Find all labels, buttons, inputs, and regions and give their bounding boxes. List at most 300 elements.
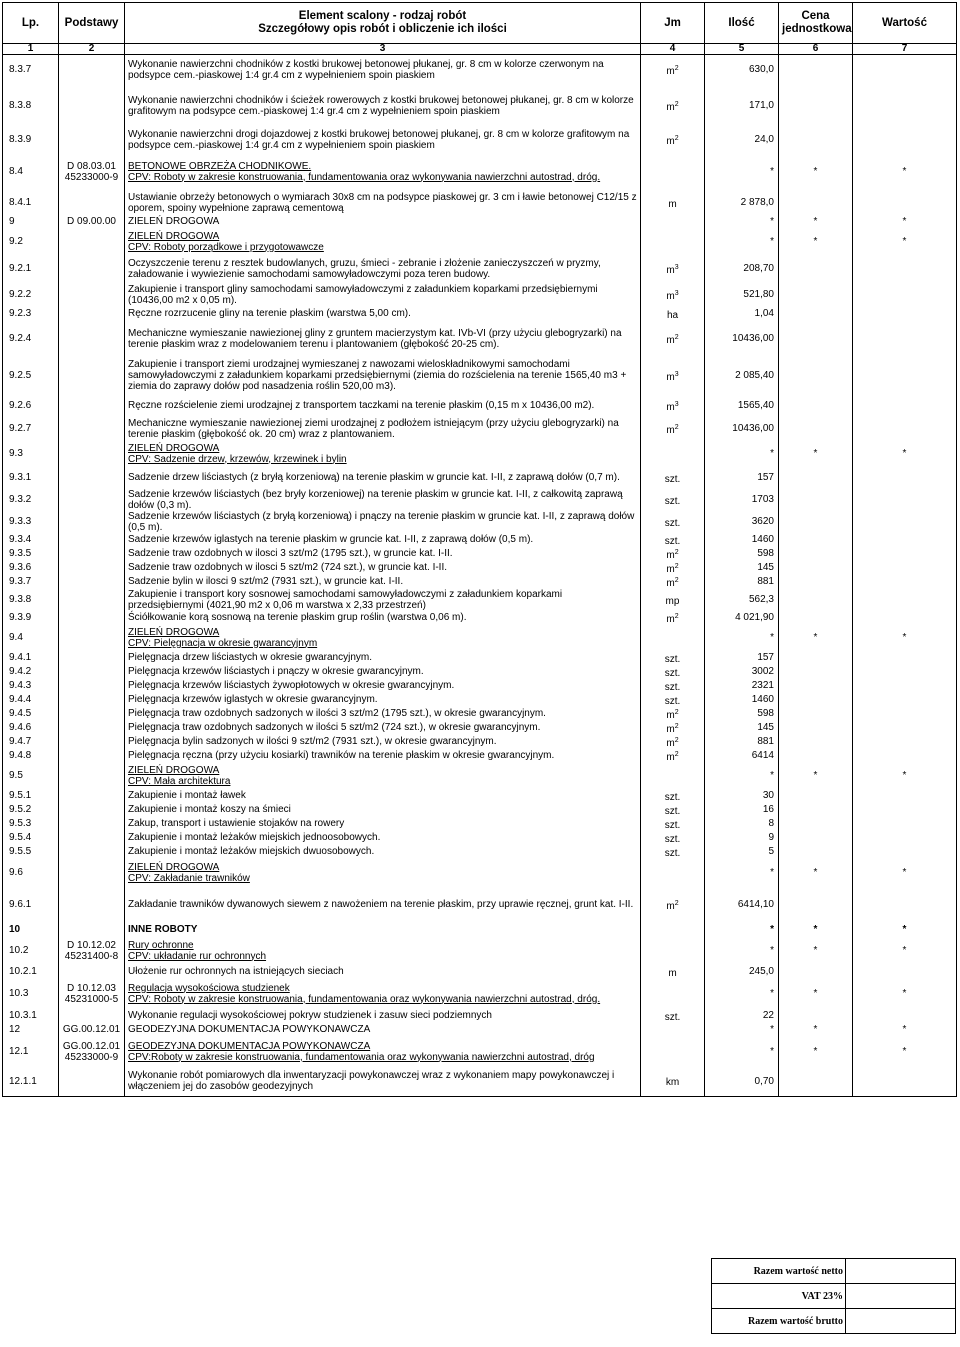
row-lp: 10 (3, 923, 59, 937)
unit-text: m (666, 264, 675, 276)
row-lp: 9.4.5 (3, 707, 59, 721)
row-quantity: 171,0 (705, 85, 779, 127)
section-title: ZIELEŃ DROGOWA (128, 861, 220, 873)
row-unit (641, 721, 705, 735)
row-value: * (853, 923, 957, 937)
row-description: Sadzenie krzewów liściastych (z bryłą korzeniową) i pnączy na terenie płaskim w gruncie kat. I-II, z zaprawą dołów (0,5 m). (125, 511, 641, 533)
row-unit-price (779, 693, 853, 707)
section-cpv: CPV: Zakładanie trawników (128, 872, 250, 884)
row-value (853, 817, 957, 831)
row-quantity: 245,0 (705, 965, 779, 979)
row-unit (641, 575, 705, 589)
row-description: Mechaniczne wymieszanie nawiezionej ziemi urodzajnej z podłożem istniejącym (przy użyciu glebogryzarki) na terenie płaskim (głębokość ok. 20 cm) wraz z plantowaniem. (125, 417, 641, 441)
row-value (853, 489, 957, 511)
row-description: Sadzenie traw ozdobnych w ilosci 3 szt/m2 (1795 szt.), w gruncie kat. I-II. (125, 547, 641, 561)
row-unit (641, 831, 705, 845)
row-quantity: * (705, 859, 779, 887)
unit-text: szt. (664, 791, 681, 803)
row-unit-price (779, 679, 853, 693)
row-unit (641, 789, 705, 803)
row-quantity: * (705, 923, 779, 937)
table-row (3, 817, 957, 831)
row-quantity: 10436,00 (705, 417, 779, 441)
row-quantity: * (705, 215, 779, 229)
unit-exponent: 2 (674, 612, 679, 620)
row-description (125, 937, 641, 965)
row-unit-price (779, 817, 853, 831)
unit-text: szt. (664, 667, 681, 679)
row-value (853, 965, 957, 979)
row-unit (641, 357, 705, 395)
section-cpv: CPV: Mała architektura (128, 775, 231, 787)
section-cpv: CPV: układanie rur ochronnych (128, 950, 267, 962)
row-podstawy (59, 307, 125, 321)
row-unit (641, 887, 705, 923)
row-podstawy (59, 283, 125, 307)
row-lp: 9.3.9 (3, 611, 59, 625)
row-lp: 9.2.6 (3, 395, 59, 417)
table-row (3, 789, 957, 803)
row-lp: 10.2.1 (3, 965, 59, 979)
unit-text: m (668, 198, 677, 210)
row-unit (641, 441, 705, 467)
section-cpv: CPV:Roboty w zakresie konstruowania, fundamentowania oraz wykonywania nawierzchni autostrad, dróg (128, 1051, 595, 1063)
row-unit-price (779, 85, 853, 127)
table-row (3, 417, 957, 441)
header-element-line2: Szczegółowy opis robót i obliczenie ich ilości (258, 23, 507, 35)
table-row (3, 321, 957, 357)
row-podstawy (59, 511, 125, 533)
row-quantity: 3620 (705, 511, 779, 533)
column-number: 1 (3, 44, 59, 55)
row-unit-price (779, 611, 853, 625)
row-value (853, 1067, 957, 1097)
row-unit-price (779, 1067, 853, 1097)
row-podstawy (59, 1009, 125, 1023)
section-title: Regulacja wysokościowa studzienek (128, 982, 290, 994)
row-description: Zakładanie trawników dywanowych siewem z nawożeniem na terenie płaskim, przy uprawie ręcznej, grunt kat. I-II. (125, 887, 641, 923)
row-value (853, 651, 957, 665)
row-value: * (853, 625, 957, 651)
unit-exponent: 2 (674, 423, 679, 431)
row-podstawy (59, 575, 125, 589)
row-unit (641, 229, 705, 255)
row-unit (641, 255, 705, 283)
table-row (3, 283, 957, 307)
row-description: Pielęgnacja bylin sadzonych w ilości 9 szt/m2 (7931 szt.), w okresie gwarancyjnym. (125, 735, 641, 749)
column-number: 3 (125, 44, 641, 55)
table-header (3, 3, 957, 44)
section-title: GEODEZYJNA DOKUMENTACJA POWYKONAWCZA (128, 1040, 371, 1052)
table-row (3, 735, 957, 749)
row-unit-price (779, 283, 853, 307)
row-description: Ściółkowanie korą sosnową na terenie płaskim grup roślin (warstwa 0,06 m). (125, 611, 641, 625)
row-lp: 9.4.4 (3, 693, 59, 707)
row-value: * (853, 1037, 957, 1067)
unit-text: m (666, 65, 675, 77)
unit-exponent: 2 (674, 333, 679, 341)
row-lp: 9.5.2 (3, 803, 59, 817)
row-description: Sadzenie traw ozdobnych w ilosci 5 szt/m2 (724 szt.), w gruncie kat. I-II. (125, 561, 641, 575)
table-row (3, 307, 957, 321)
row-unit (641, 321, 705, 357)
table-row (3, 127, 957, 153)
row-quantity: 1565,40 (705, 395, 779, 417)
row-quantity: 24,0 (705, 127, 779, 153)
table-row (3, 679, 957, 693)
row-description: Zakupienie i montaż leżaków miejskich jednoosobowych. (125, 831, 641, 845)
row-unit (641, 1023, 705, 1037)
row-podstawy (59, 395, 125, 417)
row-quantity: 1460 (705, 693, 779, 707)
row-quantity: 1703 (705, 489, 779, 511)
row-podstawy (59, 441, 125, 467)
row-unit (641, 489, 705, 511)
unit-text: m (666, 549, 675, 561)
row-unit-price (779, 589, 853, 611)
row-unit-price (779, 467, 853, 489)
row-description: Ręczne rozrzucenie gliny na terenie płaskim (warstwa 5,00 cm). (125, 307, 641, 321)
row-podstawy (59, 255, 125, 283)
row-quantity: 22 (705, 1009, 779, 1023)
unit-exponent: 3 (674, 370, 679, 378)
unit-text: m (666, 135, 675, 147)
row-value: * (853, 763, 957, 789)
row-podstawy (59, 533, 125, 547)
table-row (3, 215, 957, 229)
row-description: Zakupienie i montaż ławek (125, 789, 641, 803)
row-value (853, 887, 957, 923)
row-quantity: * (705, 441, 779, 467)
row-podstawy (59, 489, 125, 511)
row-lp: 8.3.8 (3, 85, 59, 127)
row-podstawy (59, 789, 125, 803)
row-quantity: 881 (705, 735, 779, 749)
row-unit-price (779, 307, 853, 321)
unit-text: m (666, 563, 675, 575)
row-unit (641, 817, 705, 831)
row-podstawy (59, 55, 125, 85)
row-podstawy (59, 357, 125, 395)
row-lp: 9.3.3 (3, 511, 59, 533)
row-quantity: 5 (705, 845, 779, 859)
table-row (3, 887, 957, 923)
row-podstawy (59, 923, 125, 937)
row-lp: 12.1.1 (3, 1067, 59, 1097)
row-lp: 9.2.2 (3, 283, 59, 307)
table-row (3, 749, 957, 763)
unit-text: szt. (664, 695, 681, 707)
table-row (3, 923, 957, 937)
row-podstawy (59, 589, 125, 611)
row-lp: 9.3.1 (3, 467, 59, 489)
column-number: 5 (705, 44, 779, 55)
unit-text: szt. (664, 819, 681, 831)
row-lp: 9.6.1 (3, 887, 59, 923)
row-value: * (853, 229, 957, 255)
row-quantity: * (705, 625, 779, 651)
row-description (125, 1037, 641, 1067)
row-value (853, 191, 957, 215)
row-value (853, 533, 957, 547)
table-row (3, 1037, 957, 1067)
row-podstawy (59, 611, 125, 625)
row-podstawy (59, 803, 125, 817)
row-podstawy (59, 321, 125, 357)
table-row (3, 229, 957, 255)
row-unit-price (779, 321, 853, 357)
row-unit (641, 215, 705, 229)
row-lp: 9.5.4 (3, 831, 59, 845)
row-unit (641, 803, 705, 817)
table-row (3, 55, 957, 85)
row-podstawy (59, 721, 125, 735)
row-unit-price (779, 707, 853, 721)
row-value: * (853, 153, 957, 191)
row-value (853, 707, 957, 721)
unit-exponent: 2 (674, 548, 679, 556)
row-lp: 9.3.7 (3, 575, 59, 589)
row-description: Pielęgnacja ręczna (przy użyciu kosiarki) trawników na terenie płaskim w okresie gwarancyjnym. (125, 749, 641, 763)
row-description: Pielęgnacja drzew liściastych w okresie gwarancyjnym. (125, 651, 641, 665)
row-description (125, 229, 641, 255)
row-unit-price: * (779, 1023, 853, 1037)
row-unit (641, 1037, 705, 1067)
row-unit (641, 153, 705, 191)
row-description (125, 625, 641, 651)
row-podstawy (59, 665, 125, 679)
row-value (853, 721, 957, 735)
row-unit-price (779, 55, 853, 85)
table-row (3, 665, 957, 679)
unit-exponent: 3 (674, 400, 679, 408)
unit-exponent: 3 (674, 289, 679, 297)
row-unit-price (779, 547, 853, 561)
row-unit (641, 127, 705, 153)
row-quantity: 8 (705, 817, 779, 831)
row-unit-price (779, 831, 853, 845)
row-lp: 9.4.1 (3, 651, 59, 665)
row-lp: 9.3.8 (3, 589, 59, 611)
row-podstawy (59, 1067, 125, 1097)
section-cpv: CPV: Sadzenie drzew, krzewów, krzewinek i bylin (128, 453, 347, 465)
row-podstawy (59, 127, 125, 153)
row-lp: 9.4 (3, 625, 59, 651)
row-description: Zakupienie i transport ziemi urodzajnej wymieszanej z nawozami wieloskładnikowymi samochodami samowyładowczymi z załadunkiem koparkami przedsiębiernymi (ziemia do rozścielenia na terenie 1565,40 m3 + ziemia do zaprawy dołów pod nasadzenia roślin 520,00 m3). (125, 357, 641, 395)
row-unit (641, 693, 705, 707)
row-value (853, 395, 957, 417)
row-unit (641, 749, 705, 763)
table-row (3, 937, 957, 965)
row-lp: 9.3 (3, 441, 59, 467)
unit-text: szt. (664, 681, 681, 693)
row-podstawy (59, 679, 125, 693)
row-quantity: * (705, 229, 779, 255)
row-description: Wykonanie regulacji wysokościowej pokryw studzienek i zasuw sieci podziemnych (125, 1009, 641, 1023)
section-title: BETONOWE OBRZEŻA CHODNIKOWE. (128, 160, 312, 172)
row-quantity: 0,70 (705, 1067, 779, 1097)
row-value: * (853, 859, 957, 887)
table-row (3, 533, 957, 547)
row-podstawy (59, 651, 125, 665)
summary-vat-value (846, 1284, 956, 1309)
row-quantity: 562,3 (705, 589, 779, 611)
unit-text: m (666, 290, 675, 302)
row-unit (641, 763, 705, 789)
unit-text: m (666, 101, 675, 113)
unit-text: szt. (664, 495, 681, 507)
section-cpv: CPV: Roboty porządkowe i przygotowawcze (128, 241, 324, 253)
row-quantity: 9 (705, 831, 779, 845)
row-unit (641, 665, 705, 679)
row-lp: 9.4.8 (3, 749, 59, 763)
row-unit-price (779, 191, 853, 215)
row-value (853, 417, 957, 441)
row-quantity: 598 (705, 547, 779, 561)
row-unit (641, 651, 705, 665)
row-unit-price (779, 417, 853, 441)
row-description: Pielęgnacja traw ozdobnych sadzonych w ilości 5 szt/m2 (724 szt.), w okresie gwarancyjnym. (125, 721, 641, 735)
row-quantity: 630,0 (705, 55, 779, 85)
row-value: * (853, 979, 957, 1009)
row-lp: 12 (3, 1023, 59, 1037)
row-podstawy (59, 845, 125, 859)
row-unit-price: * (779, 763, 853, 789)
row-quantity: 3002 (705, 665, 779, 679)
unit-text: m (666, 401, 675, 413)
row-description: Pielęgnacja krzewów iglastych w okresie gwarancyjnym. (125, 693, 641, 707)
row-value (853, 831, 957, 845)
row-value (853, 321, 957, 357)
row-description (125, 859, 641, 887)
row-quantity: 208,70 (705, 255, 779, 283)
row-unit-price: * (779, 979, 853, 1009)
row-unit (641, 1067, 705, 1097)
row-value (853, 679, 957, 693)
row-value (853, 55, 957, 85)
row-podstawy: GG.00.12.01 45233000-9 (59, 1037, 125, 1067)
column-number-row (3, 44, 957, 55)
row-podstawy (59, 561, 125, 575)
header-podstawy: Podstawy (59, 3, 125, 44)
row-quantity: * (705, 979, 779, 1009)
table-row (3, 153, 957, 191)
table-row (3, 575, 957, 589)
row-description: Pielęgnacja krzewów liściastych żywopłotowych w okresie gwarancyjnym. (125, 679, 641, 693)
row-unit-price (779, 789, 853, 803)
row-unit-price (779, 511, 853, 533)
row-description: Pielęgnacja traw ozdobnych sadzonych w ilości 3 szt/m2 (1795 szt.), w okresie gwarancyjnym. (125, 707, 641, 721)
unit-text: km (665, 1077, 680, 1089)
row-lp: 9.6 (3, 859, 59, 887)
row-unit-price: * (779, 229, 853, 255)
row-podstawy (59, 467, 125, 489)
row-description: Wykonanie nawierzchni drogi dojazdowej z kostki brukowej betonowej płukanej, gr. 8 cm w kolorze grafitowym na podsypce cem.-piaskowej 1:4 gr.4 cm z wypełnieniem spoin piaskiem (125, 127, 641, 153)
row-value: * (853, 215, 957, 229)
row-lp: 9.4.7 (3, 735, 59, 749)
section-title: ZIELEŃ DROGOWA (128, 442, 220, 454)
table-row (3, 561, 957, 575)
unit-text: szt. (664, 805, 681, 817)
row-value (853, 357, 957, 395)
row-unit-price: * (779, 153, 853, 191)
row-value (853, 307, 957, 321)
row-lp: 9.2.7 (3, 417, 59, 441)
row-unit-price: * (779, 1037, 853, 1067)
table-row (3, 547, 957, 561)
table-row (3, 803, 957, 817)
row-description: ZIELEŃ DROGOWA (125, 215, 641, 229)
row-lp: 9.5.3 (3, 817, 59, 831)
row-unit (641, 561, 705, 575)
unit-exponent: 2 (674, 562, 679, 570)
row-description: Sadzenie bylin w ilosci 9 szt/m2 (7931 szt.), w gruncie kat. I-II. (125, 575, 641, 589)
row-quantity: * (705, 1023, 779, 1037)
row-description: Zakupienie i montaż koszy na śmieci (125, 803, 641, 817)
table-row (3, 395, 957, 417)
row-quantity: 1,04 (705, 307, 779, 321)
header-jm: Jm (641, 3, 705, 44)
row-quantity: * (705, 763, 779, 789)
row-quantity: 157 (705, 651, 779, 665)
row-description: Ułożenie rur ochronnych na istniejących sieciach (125, 965, 641, 979)
header-lp: Lp. (3, 3, 59, 44)
row-description: Sadzenie krzewów liściastych (bez bryły korzeniowej) na terenie płaskim w gruncie kat. I-II, z całkowitą zaprawą dołów (0,3 m). (125, 489, 641, 511)
table-row (3, 763, 957, 789)
row-quantity: 6414,10 (705, 887, 779, 923)
table-row (3, 965, 957, 979)
unit-exponent: 2 (674, 899, 679, 907)
row-lp: 10.3.1 (3, 1009, 59, 1023)
row-value (853, 255, 957, 283)
summary-netto-label: Razem wartość netto (712, 1259, 846, 1284)
row-lp: 9.4.3 (3, 679, 59, 693)
row-unit-price: * (779, 625, 853, 651)
table-row (3, 357, 957, 395)
unit-text: szt. (664, 833, 681, 845)
unit-exponent: 2 (674, 576, 679, 584)
row-lp: 9.2 (3, 229, 59, 255)
row-quantity: 2 878,0 (705, 191, 779, 215)
unit-text: m (666, 577, 675, 589)
table-row (3, 721, 957, 735)
row-lp: 9.2.5 (3, 357, 59, 395)
row-unit-price (779, 489, 853, 511)
row-lp: 8.3.9 (3, 127, 59, 153)
row-description: Ustawianie obrzeży betonowych o wymiarach 30x8 cm na podsypce piaskowej gr. 3 cm i ławie betonowej C12/15 z oporem, spoiny wypełnione zaprawą cementową (125, 191, 641, 215)
row-unit (641, 965, 705, 979)
summary-vat-label: VAT 23% (712, 1284, 846, 1309)
row-unit-price (779, 1009, 853, 1023)
row-value (853, 803, 957, 817)
row-podstawy: GG.00.12.01 (59, 1023, 125, 1037)
row-unit (641, 395, 705, 417)
table-row (3, 707, 957, 721)
row-value (853, 735, 957, 749)
cost-estimate-table (2, 2, 957, 1097)
unit-text: mp (665, 595, 680, 607)
table-row (3, 845, 957, 859)
row-lp: 9.5.1 (3, 789, 59, 803)
row-unit (641, 307, 705, 321)
row-lp: 10.3 (3, 979, 59, 1009)
row-value (853, 547, 957, 561)
row-podstawy (59, 859, 125, 887)
unit-text: m (666, 613, 675, 625)
summary-row-vat (2, 1284, 956, 1309)
row-lp: 9.2.3 (3, 307, 59, 321)
header-cena-line2: jednostkowa (782, 23, 852, 35)
